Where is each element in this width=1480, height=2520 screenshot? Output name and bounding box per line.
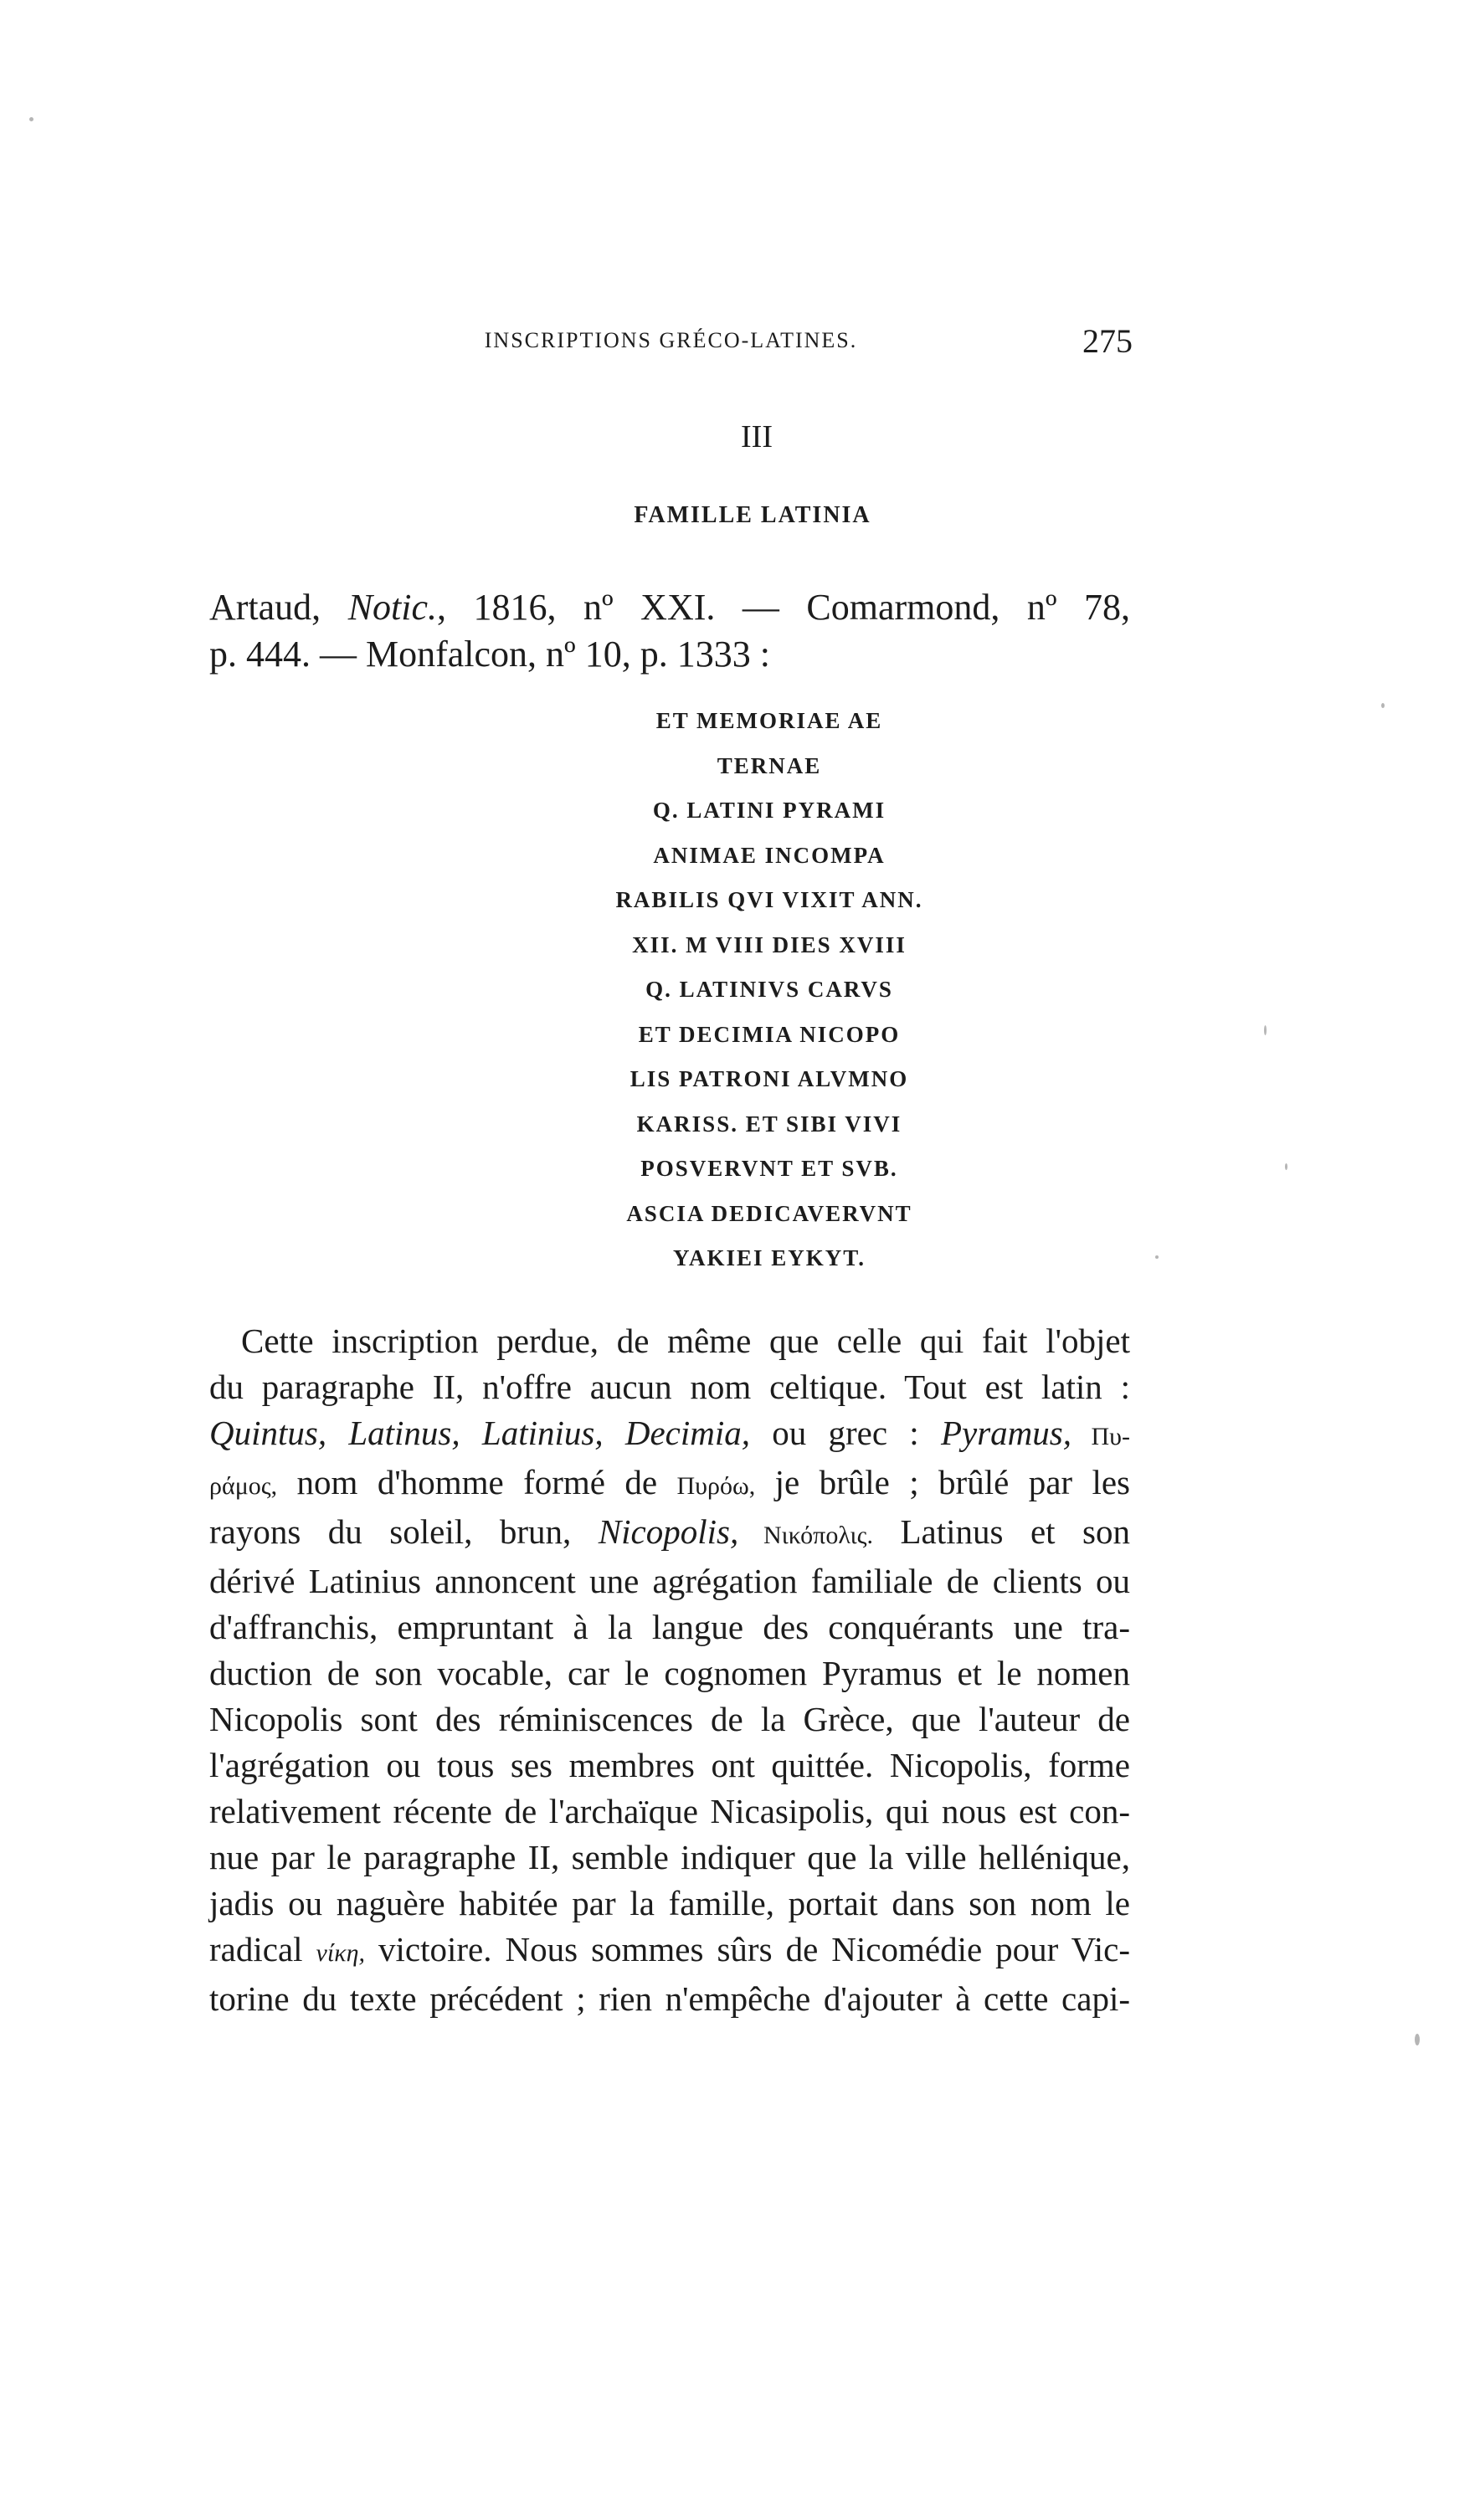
text-run: p. 444. — Monfalcon, nº 10, p. 1333 : (209, 634, 770, 675)
scan-speck (1381, 703, 1385, 708)
inscription-line: Q. LATINIVS CARVS (645, 977, 893, 1002)
scan-speck (1415, 2034, 1420, 2045)
text-run: Latinus et son (872, 1512, 1130, 1551)
inscription-line: KARISS. ET SIBI VIVI (636, 1111, 902, 1137)
scan-speck (1155, 1255, 1159, 1259)
text-run: , 1816, nº XXI. — Comarmond, nº 78, (437, 587, 1130, 628)
page-number: 275 (1082, 322, 1133, 360)
text-run: dérivé Latinius annoncent une agrégation familiale de clients ou (209, 1562, 1130, 1600)
text-line (209, 1927, 1130, 1976)
text-run: ou grec : (749, 1414, 941, 1452)
text-run: l'agrégation ou tous ses membres ont quittée. Nicopolis, forme (209, 1746, 1130, 1784)
text-line (209, 1558, 1130, 1604)
text-line (209, 1604, 1130, 1650)
reference-line-1 (209, 584, 1130, 631)
greek-word: ράμος, (209, 1472, 278, 1500)
italic-text: Nicopolis, (598, 1512, 739, 1551)
inscription-line: LIS PATRONI ALVMNO (630, 1066, 909, 1091)
text-run: torine du texte précédent ; rien n'empêche d'ajouter à cette capi- (209, 1979, 1130, 2018)
scan-speck (1285, 1163, 1287, 1170)
text-run: du paragraphe II, n'offre aucun nom celtique. Tout est latin : (209, 1368, 1130, 1406)
text-run: duction de son vocable, car le cognomen Pyramus et le nomen (209, 1654, 1130, 1692)
greek-word: Πυρόω, (676, 1472, 756, 1500)
text-run: d'affranchis, empruntant à la langue des conquérants une tra- (209, 1608, 1130, 1646)
text-run: je brûle ; brûlé par les (755, 1463, 1130, 1501)
greek-word: νίκη, (316, 1939, 365, 1967)
text-run: Nicopolis sont des réminiscences de la Grèce, que l'auteur de (209, 1700, 1130, 1738)
text-line (209, 1789, 1130, 1835)
text-run: nom d'homme formé de (277, 1463, 677, 1501)
text-line (209, 1318, 1130, 1364)
bibliographic-references (209, 584, 1130, 678)
text-line (209, 1696, 1130, 1742)
text-run: jadis ou naguère habitée par la famille, portait dans son nom le (209, 1884, 1130, 1922)
latin-inscription (0, 699, 1480, 1281)
text-run: radical (209, 1930, 316, 1968)
text-run: Artaud, (209, 587, 348, 628)
text-line (209, 1742, 1130, 1789)
text-line (209, 1976, 1130, 2022)
italic-text: Pyramus, (940, 1414, 1071, 1452)
inscription-line: ET DECIMIA NICOPO (638, 1021, 901, 1047)
text-run: relativement récente de l'archaïque Nicasipolis, qui nous est con- (209, 1792, 1130, 1830)
text-line (209, 1410, 1130, 1460)
text-run: victoire. Nous sommes sûrs de Nicomédie pour Vic- (364, 1930, 1130, 1968)
inscription-line: Q. LATINI PYRAMI (652, 798, 886, 823)
running-head (209, 322, 1133, 362)
text-line (209, 1835, 1130, 1881)
reference-line-2 (209, 631, 1130, 678)
running-title: INSCRIPTIONS GRÉCO-LATINES. (484, 328, 858, 352)
scan-speck (29, 117, 33, 121)
italic-text: Notic. (347, 587, 438, 628)
text-line (209, 1460, 1130, 1509)
inscription-line: YAKIEI EYKYT. (672, 1245, 866, 1270)
text-line (209, 1509, 1130, 1558)
inscription-line: POSVERVNT ET SVB. (640, 1156, 898, 1181)
commentary-paragraph (209, 1318, 1130, 2022)
text-line (209, 1650, 1130, 1696)
section-title: FAMILLE LATINIA (634, 502, 871, 528)
scan-speck (1264, 1025, 1267, 1035)
greek-word: Νικόπολις. (738, 1522, 873, 1549)
text-run: Cette inscription perdue, de même que celle qui fait l'objet (241, 1322, 1130, 1360)
inscription-line: XII. M VIII DIES XVIII (632, 932, 907, 957)
greek-word: Πυ- (1071, 1423, 1130, 1450)
text-run: nue par le paragraphe II, semble indiquer que la ville hellénique, (209, 1838, 1130, 1876)
section-number: III (741, 419, 773, 454)
inscription-line: ASCIA DEDICAVERVNT (626, 1200, 912, 1226)
italic-text: Quintus, Latinus, Latinius, Decimia, (209, 1414, 750, 1452)
text-line (209, 1881, 1130, 1927)
inscription-line: TERNAE (717, 752, 822, 778)
text-run: rayons du soleil, brun, (209, 1512, 599, 1551)
inscription-line: ET MEMORIAE AE (655, 708, 883, 733)
text-line (209, 1364, 1130, 1410)
inscription-line: RABILIS QVI VIXIT ANN. (615, 887, 923, 912)
inscription-line: ANIMAE INCOMPA (653, 842, 886, 868)
